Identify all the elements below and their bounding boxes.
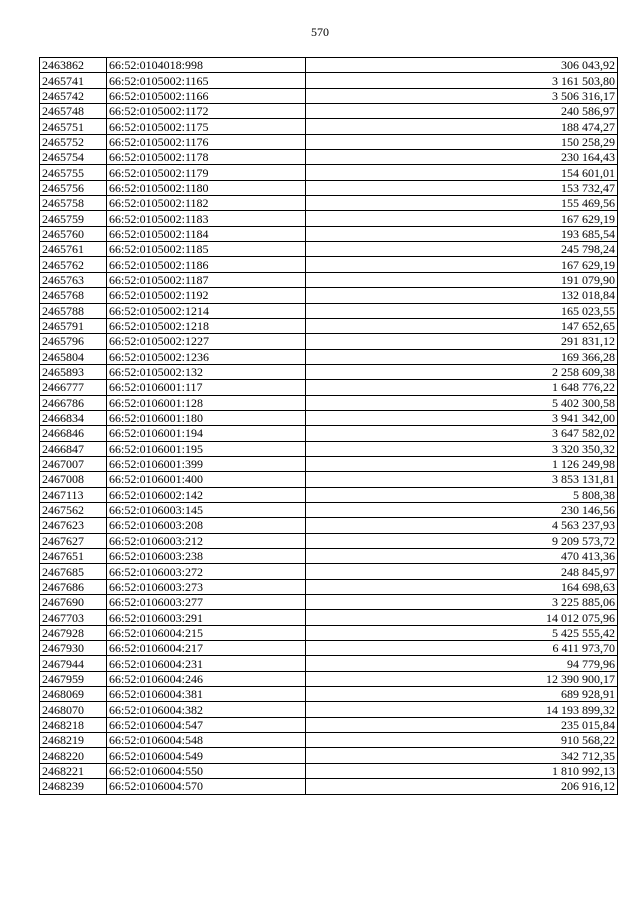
table-row xyxy=(40,88,618,103)
cadastral-number-cell: 66:52:0106004:550 xyxy=(107,763,306,778)
row-id-cell: 2465759 xyxy=(40,211,107,226)
row-id-cell: 2465756 xyxy=(40,180,107,195)
table-row xyxy=(40,518,618,533)
value-cell: 150 258,29 xyxy=(306,134,618,149)
value-cell: 235 015,84 xyxy=(306,717,618,732)
value-cell: 206 916,12 xyxy=(306,779,618,794)
value-cell: 167 629,19 xyxy=(306,257,618,272)
table-row xyxy=(40,748,618,763)
value-cell: 6 411 973,70 xyxy=(306,641,618,656)
value-cell: 153 732,47 xyxy=(306,180,618,195)
cadastral-number-cell: 66:52:0106004:246 xyxy=(107,671,306,686)
row-id-cell: 2468218 xyxy=(40,717,107,732)
value-cell: 164 698,63 xyxy=(306,579,618,594)
row-id-cell: 2465755 xyxy=(40,165,107,180)
table-row xyxy=(40,702,618,717)
row-id-cell: 2468239 xyxy=(40,779,107,794)
value-cell: 1 648 776,22 xyxy=(306,380,618,395)
value-cell: 5 402 300,58 xyxy=(306,395,618,410)
table-row xyxy=(40,257,618,272)
cadastral-number-cell: 66:52:0105002:1236 xyxy=(107,349,306,364)
table-row xyxy=(40,119,618,134)
row-id-cell: 2465760 xyxy=(40,226,107,241)
table-row xyxy=(40,763,618,778)
cadastral-number-cell: 66:52:0105002:1166 xyxy=(107,88,306,103)
cadastral-number-cell: 66:52:0105002:1184 xyxy=(107,226,306,241)
cadastral-number-cell: 66:52:0106004:548 xyxy=(107,733,306,748)
value-cell: 3 647 582,02 xyxy=(306,426,618,441)
cadastral-number-cell: 66:52:0106003:273 xyxy=(107,579,306,594)
row-id-cell: 2466846 xyxy=(40,426,107,441)
cadastral-number-cell: 66:52:0106001:180 xyxy=(107,410,306,425)
value-cell: 94 779,96 xyxy=(306,656,618,671)
value-cell: 4 563 237,93 xyxy=(306,518,618,533)
value-cell: 689 928,91 xyxy=(306,687,618,702)
value-cell: 2 258 609,38 xyxy=(306,364,618,379)
value-cell: 5 425 555,42 xyxy=(306,625,618,640)
table-row xyxy=(40,318,618,333)
cadastral-number-cell: 66:52:0105002:1175 xyxy=(107,119,306,134)
value-cell: 3 853 131,81 xyxy=(306,472,618,487)
page-number: 570 xyxy=(311,25,329,39)
cadastral-number-cell: 66:52:0105002:1179 xyxy=(107,165,306,180)
cadastral-number-cell: 66:52:0105002:1218 xyxy=(107,318,306,333)
row-id-cell: 2467651 xyxy=(40,549,107,564)
cadastral-number-cell: 66:52:0106004:217 xyxy=(107,641,306,656)
row-id-cell: 2467703 xyxy=(40,610,107,625)
row-id-cell: 2465893 xyxy=(40,364,107,379)
cadastral-number-cell: 66:52:0105002:1172 xyxy=(107,104,306,119)
value-cell: 1 810 992,13 xyxy=(306,763,618,778)
row-id-cell: 2467007 xyxy=(40,456,107,471)
row-id-cell: 2465761 xyxy=(40,242,107,257)
table-row xyxy=(40,196,618,211)
cadastral-number-cell: 66:52:0106004:382 xyxy=(107,702,306,717)
table-row xyxy=(40,410,618,425)
value-cell: 248 845,97 xyxy=(306,564,618,579)
table-body xyxy=(40,58,618,795)
row-id-cell: 2467944 xyxy=(40,656,107,671)
table-row xyxy=(40,165,618,180)
table-row xyxy=(40,579,618,594)
value-cell: 5 808,38 xyxy=(306,487,618,502)
row-id-cell: 2468221 xyxy=(40,763,107,778)
value-cell: 1 126 249,98 xyxy=(306,456,618,471)
row-id-cell: 2468219 xyxy=(40,733,107,748)
cadastral-number-cell: 66:52:0106003:145 xyxy=(107,502,306,517)
table-row xyxy=(40,733,618,748)
row-id-cell: 2468070 xyxy=(40,702,107,717)
cadastral-number-cell: 66:52:0105002:1182 xyxy=(107,196,306,211)
cadastral-number-cell: 66:52:0106003:277 xyxy=(107,595,306,610)
value-cell: 291 831,12 xyxy=(306,334,618,349)
value-cell: 3 161 503,80 xyxy=(306,73,618,88)
row-id-cell: 2465763 xyxy=(40,272,107,287)
table-row xyxy=(40,564,618,579)
row-id-cell: 2465796 xyxy=(40,334,107,349)
row-id-cell: 2467928 xyxy=(40,625,107,640)
table-row xyxy=(40,717,618,732)
row-id-cell: 2465791 xyxy=(40,318,107,333)
value-cell: 910 568,22 xyxy=(306,733,618,748)
row-id-cell: 2465748 xyxy=(40,104,107,119)
cadastral-number-cell: 66:52:0105002:1165 xyxy=(107,73,306,88)
row-id-cell: 2465758 xyxy=(40,196,107,211)
table-row xyxy=(40,625,618,640)
table-row xyxy=(40,779,618,794)
table-row xyxy=(40,58,618,73)
row-id-cell: 2467627 xyxy=(40,533,107,548)
cadastral-number-cell: 66:52:0106004:215 xyxy=(107,625,306,640)
row-id-cell: 2466834 xyxy=(40,410,107,425)
row-id-cell: 2465788 xyxy=(40,303,107,318)
cadastral-number-cell: 66:52:0106004:547 xyxy=(107,717,306,732)
value-cell: 306 043,92 xyxy=(306,58,618,73)
row-id-cell: 2466847 xyxy=(40,441,107,456)
row-id-cell: 2467686 xyxy=(40,579,107,594)
table-row xyxy=(40,441,618,456)
row-id-cell: 2465752 xyxy=(40,134,107,149)
cadastral-number-cell: 66:52:0106001:117 xyxy=(107,380,306,395)
cadastral-number-cell: 66:52:0106001:194 xyxy=(107,426,306,441)
row-id-cell: 2467008 xyxy=(40,472,107,487)
cadastral-number-cell: 66:52:0105002:1214 xyxy=(107,303,306,318)
row-id-cell: 2467113 xyxy=(40,487,107,502)
value-cell: 154 601,01 xyxy=(306,165,618,180)
table-row xyxy=(40,226,618,241)
table-row xyxy=(40,656,618,671)
row-id-cell: 2465804 xyxy=(40,349,107,364)
table-row xyxy=(40,73,618,88)
value-cell: 3 225 885,06 xyxy=(306,595,618,610)
table-row xyxy=(40,456,618,471)
cadastral-number-cell: 66:52:0105002:1183 xyxy=(107,211,306,226)
table-row xyxy=(40,426,618,441)
value-cell: 245 798,24 xyxy=(306,242,618,257)
cadastral-number-cell: 66:52:0106004:381 xyxy=(107,687,306,702)
value-cell: 470 413,36 xyxy=(306,549,618,564)
row-id-cell: 2467959 xyxy=(40,671,107,686)
row-id-cell: 2468069 xyxy=(40,687,107,702)
row-id-cell: 2465751 xyxy=(40,119,107,134)
cadastral-number-cell: 66:52:0106003:291 xyxy=(107,610,306,625)
table-row xyxy=(40,610,618,625)
value-cell: 230 164,43 xyxy=(306,150,618,165)
value-cell: 132 018,84 xyxy=(306,288,618,303)
value-cell: 191 079,90 xyxy=(306,272,618,287)
value-cell: 14 193 899,32 xyxy=(306,702,618,717)
table-row xyxy=(40,380,618,395)
data-table xyxy=(39,57,618,795)
cadastral-number-cell: 66:52:0106001:400 xyxy=(107,472,306,487)
row-id-cell: 2467685 xyxy=(40,564,107,579)
table-row xyxy=(40,134,618,149)
cadastral-number-cell: 66:52:0105002:1176 xyxy=(107,134,306,149)
value-cell: 12 390 900,17 xyxy=(306,671,618,686)
table-row xyxy=(40,104,618,119)
row-id-cell: 2465741 xyxy=(40,73,107,88)
value-cell: 147 652,65 xyxy=(306,318,618,333)
table-row xyxy=(40,334,618,349)
value-cell: 14 012 075,96 xyxy=(306,610,618,625)
value-cell: 169 366,28 xyxy=(306,349,618,364)
table-row xyxy=(40,288,618,303)
cadastral-number-cell: 66:52:0106001:128 xyxy=(107,395,306,410)
table-row xyxy=(40,549,618,564)
row-id-cell: 2465754 xyxy=(40,150,107,165)
table-row xyxy=(40,502,618,517)
table-row xyxy=(40,349,618,364)
value-cell: 155 469,56 xyxy=(306,196,618,211)
cadastral-number-cell: 66:52:0106004:549 xyxy=(107,748,306,763)
value-cell: 188 474,27 xyxy=(306,119,618,134)
value-cell: 230 146,56 xyxy=(306,502,618,517)
table-row xyxy=(40,687,618,702)
value-cell: 165 023,55 xyxy=(306,303,618,318)
row-id-cell: 2468220 xyxy=(40,748,107,763)
row-id-cell: 2467562 xyxy=(40,502,107,517)
cadastral-number-cell: 66:52:0105002:1192 xyxy=(107,288,306,303)
cadastral-number-cell: 66:52:0105002:1178 xyxy=(107,150,306,165)
table-row xyxy=(40,180,618,195)
cadastral-number-cell: 66:52:0106004:570 xyxy=(107,779,306,794)
cadastral-number-cell: 66:52:0105002:1227 xyxy=(107,334,306,349)
table-row xyxy=(40,641,618,656)
value-cell: 167 629,19 xyxy=(306,211,618,226)
cadastral-number-cell: 66:52:0105002:1185 xyxy=(107,242,306,257)
cadastral-number-cell: 66:52:0106003:272 xyxy=(107,564,306,579)
value-cell: 342 712,35 xyxy=(306,748,618,763)
table-row xyxy=(40,150,618,165)
cadastral-number-cell: 66:52:0105002:132 xyxy=(107,364,306,379)
table-row xyxy=(40,533,618,548)
cadastral-number-cell: 66:52:0105002:1186 xyxy=(107,257,306,272)
row-id-cell: 2467930 xyxy=(40,641,107,656)
value-cell: 3 506 316,17 xyxy=(306,88,618,103)
cadastral-number-cell: 66:52:0106001:399 xyxy=(107,456,306,471)
table-row xyxy=(40,472,618,487)
cadastral-number-cell: 66:52:0106002:142 xyxy=(107,487,306,502)
row-id-cell: 2467623 xyxy=(40,518,107,533)
table-row xyxy=(40,272,618,287)
row-id-cell: 2465742 xyxy=(40,88,107,103)
row-id-cell: 2466777 xyxy=(40,380,107,395)
cadastral-number-cell: 66:52:0105002:1187 xyxy=(107,272,306,287)
row-id-cell: 2465768 xyxy=(40,288,107,303)
value-cell: 3 941 342,00 xyxy=(306,410,618,425)
cadastral-number-cell: 66:52:0106003:212 xyxy=(107,533,306,548)
row-id-cell: 2467690 xyxy=(40,595,107,610)
cadastral-number-cell: 66:52:0106003:208 xyxy=(107,518,306,533)
value-cell: 3 320 350,32 xyxy=(306,441,618,456)
table-row xyxy=(40,595,618,610)
cadastral-number-cell: 66:52:0106001:195 xyxy=(107,441,306,456)
cadastral-number-cell: 66:52:0106003:238 xyxy=(107,549,306,564)
table-row xyxy=(40,487,618,502)
value-cell: 240 586,97 xyxy=(306,104,618,119)
value-cell: 9 209 573,72 xyxy=(306,533,618,548)
cadastral-number-cell: 66:52:0106004:231 xyxy=(107,656,306,671)
cadastral-number-cell: 66:52:0105002:1180 xyxy=(107,180,306,195)
table-row xyxy=(40,671,618,686)
table-row xyxy=(40,395,618,410)
table-row xyxy=(40,364,618,379)
row-id-cell: 2465762 xyxy=(40,257,107,272)
cadastral-number-cell: 66:52:0104018:998 xyxy=(107,58,306,73)
table-row xyxy=(40,211,618,226)
row-id-cell: 2466786 xyxy=(40,395,107,410)
table-row xyxy=(40,242,618,257)
table-row xyxy=(40,303,618,318)
value-cell: 193 685,54 xyxy=(306,226,618,241)
row-id-cell: 2463862 xyxy=(40,58,107,73)
